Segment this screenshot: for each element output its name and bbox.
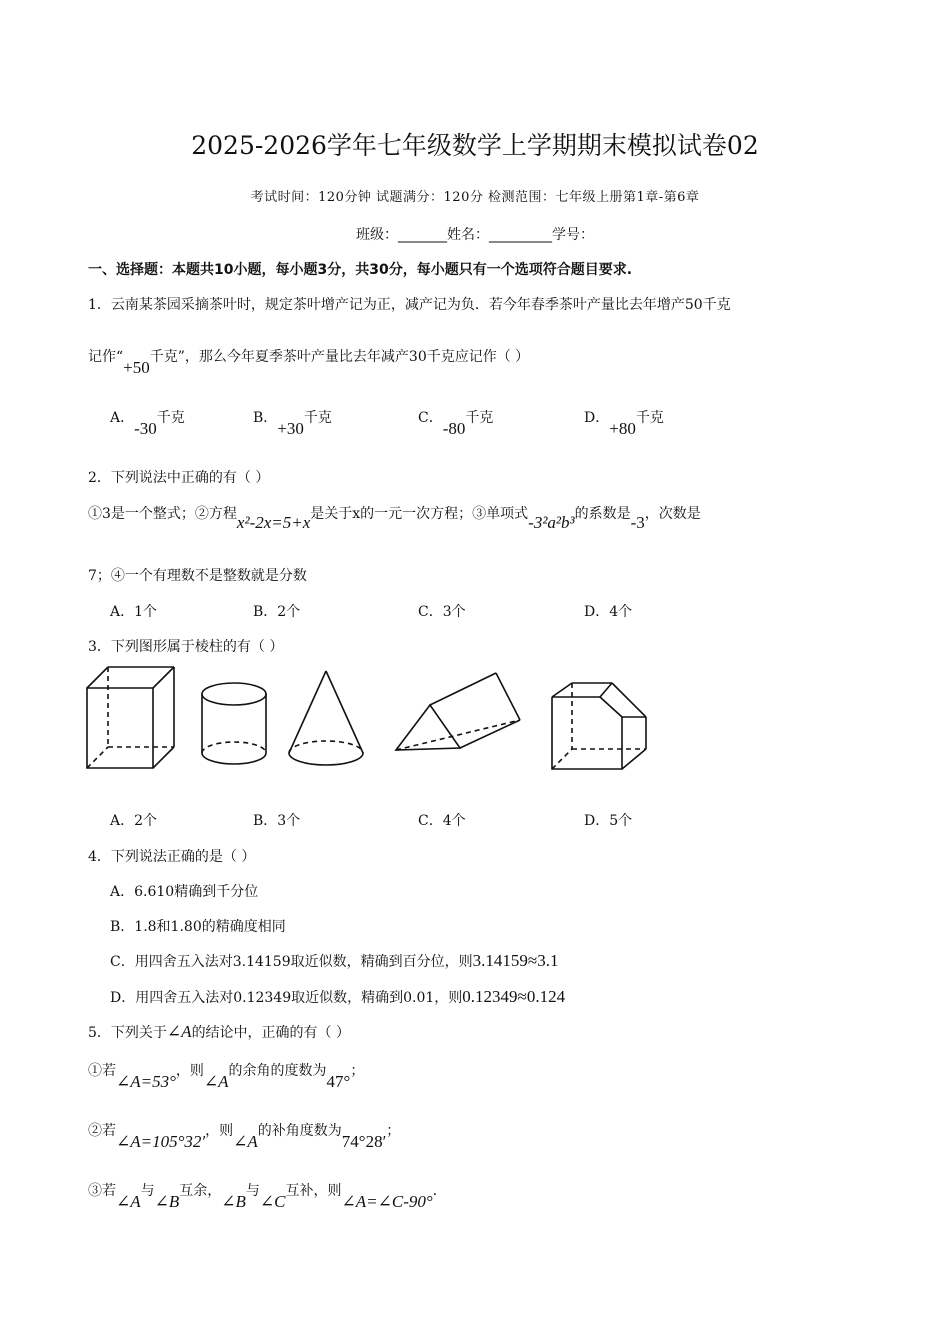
q1-stem-line2 bbox=[88, 346, 530, 377]
option-label: B． bbox=[253, 410, 278, 426]
q4-stem: 4．下列说法正确的是（ ） bbox=[88, 849, 256, 865]
q1-stem-line1: 1．云南某茶园采摘茶叶时，规定茶叶增产记为正，减产记为负．若今年春季茶叶产量比去年增产50千克 bbox=[88, 297, 731, 313]
q2-option-a[interactable]: A．1个 bbox=[110, 604, 158, 620]
q1-text: 千克”，那么今年夏季茶叶产量比去年减产30千克应记作（ ） bbox=[149, 349, 530, 365]
option-unit: 千克 bbox=[303, 410, 332, 426]
q5-text: 5．下列关于 bbox=[88, 1025, 167, 1041]
q5-text: . bbox=[432, 1183, 438, 1199]
exam-info: 考试时间：120分钟 试题满分：120分 检测范围：七年级上册第1章-第6章 bbox=[250, 190, 700, 205]
q5-text: ； bbox=[386, 1123, 401, 1139]
q5-text: 互余， bbox=[179, 1183, 222, 1199]
q3-option-c[interactable]: C．4个 bbox=[418, 813, 466, 829]
q2-stem-line3: 7；④一个有理数不是整数就是分数 bbox=[88, 568, 307, 584]
q5-text: ，则 bbox=[205, 1123, 234, 1139]
option-label: D． bbox=[584, 410, 610, 426]
q5-math: ∠A bbox=[233, 1132, 258, 1151]
q2-stem-line1: 2．下列说法中正确的有（ ） bbox=[88, 470, 270, 486]
option-text: C．用四舍五入法对3.14159取近似数，精确到百分位，则 bbox=[110, 954, 473, 970]
q1-option-c[interactable] bbox=[418, 407, 494, 438]
option-label: C． bbox=[418, 410, 443, 426]
q5-math: ∠A bbox=[203, 1072, 229, 1091]
option-math: -80 bbox=[442, 419, 466, 438]
q1-option-b[interactable] bbox=[253, 407, 332, 438]
cylinder-figure bbox=[202, 683, 266, 764]
q3-option-d[interactable]: D．5个 bbox=[584, 813, 633, 829]
truncated-cube-figure bbox=[552, 683, 646, 769]
q5-text: ③若 bbox=[88, 1183, 116, 1199]
q4-option-b[interactable]: B．1.8和1.80的精确度相同 bbox=[110, 919, 286, 935]
q5-text: ①若 bbox=[88, 1063, 116, 1079]
q5-text: ②若 bbox=[88, 1123, 116, 1139]
option-label: A． bbox=[110, 410, 135, 426]
option-math: 3.14159≈3.1 bbox=[472, 951, 559, 970]
option-math: 0.12349≈0.124 bbox=[462, 987, 566, 1006]
q4-option-a[interactable]: A．6.610精确到千分位 bbox=[110, 884, 259, 900]
q2-text: 的系数是 bbox=[574, 506, 631, 522]
q5-math: ∠A bbox=[166, 1022, 192, 1041]
q3-figures bbox=[84, 664, 654, 776]
q5-math: ∠B bbox=[221, 1192, 246, 1211]
section-heading: 一、选择题：本题共10小题，每小题3分，共30分，每小题只有一个选项符合题目要求. bbox=[88, 262, 633, 278]
q3-option-a[interactable]: A．2个 bbox=[110, 813, 158, 829]
triangular-prism-figure bbox=[396, 673, 520, 750]
q4-option-c[interactable] bbox=[110, 951, 558, 971]
page-title: 2025-2026学年七年级数学上学期期末模拟试卷02 bbox=[191, 131, 759, 160]
q5-math: ∠B bbox=[154, 1192, 180, 1211]
q5-statement-1 bbox=[88, 1060, 365, 1091]
q5-text: 的补角度数为 bbox=[257, 1123, 342, 1139]
q1-option-d[interactable] bbox=[584, 407, 664, 438]
q3-option-b[interactable]: B．3个 bbox=[253, 813, 301, 829]
q1-text: 记作“ bbox=[88, 349, 124, 365]
q5-math: 74°28′ bbox=[341, 1132, 387, 1151]
q2-equation: x²-2x=5+x bbox=[236, 513, 311, 532]
q5-text: 互补，则 bbox=[285, 1183, 342, 1199]
q2-option-b[interactable]: B．2个 bbox=[253, 604, 301, 620]
q5-math: 47° bbox=[326, 1072, 351, 1091]
option-math: +80 bbox=[609, 419, 636, 438]
cube-figure bbox=[87, 667, 174, 768]
q5-text: 的结论中，正确的有（ ） bbox=[191, 1025, 351, 1041]
option-math: -30 bbox=[134, 419, 157, 438]
student-info-line: 班级：_______姓名：_________学号： bbox=[356, 227, 594, 243]
q5-math: ∠A=53° bbox=[116, 1072, 176, 1091]
q2-monomial: -3²a²b³ bbox=[528, 513, 575, 532]
q5-math: ∠A=∠C-90° bbox=[341, 1192, 433, 1211]
q2-option-c[interactable]: C．3个 bbox=[418, 604, 466, 620]
q5-stem bbox=[88, 1022, 350, 1042]
q5-math: ∠A bbox=[116, 1192, 141, 1211]
q2-option-d[interactable]: D．4个 bbox=[584, 604, 633, 620]
q5-statement-2 bbox=[88, 1120, 401, 1151]
option-unit: 千克 bbox=[465, 410, 494, 426]
option-unit: 千克 bbox=[635, 410, 664, 426]
q5-text: ，则 bbox=[175, 1063, 204, 1079]
q4-option-d[interactable] bbox=[110, 987, 565, 1007]
q5-text: 与 bbox=[245, 1183, 260, 1199]
q2-text: ①3是一个整式；②方程 bbox=[88, 506, 237, 522]
q5-math: ∠A=105°32′ bbox=[116, 1132, 206, 1151]
q5-math: ∠C bbox=[259, 1192, 286, 1211]
option-unit: 千克 bbox=[156, 410, 185, 426]
cone-figure bbox=[289, 671, 363, 765]
q2-stem-line2 bbox=[88, 503, 701, 532]
q5-text: 与 bbox=[140, 1183, 155, 1199]
q5-text: ； bbox=[350, 1063, 365, 1079]
option-text: D．用四舍五入法对0.12349取近似数，精确到0.01，则 bbox=[110, 990, 463, 1006]
q2-text: 是关于x的一元一次方程；③单项式 bbox=[310, 506, 529, 522]
q2-text: ，次数是 bbox=[644, 506, 701, 522]
q3-stem: 3．下列图形属于棱柱的有（ ） bbox=[88, 639, 284, 655]
q2-coefficient: -3 bbox=[630, 513, 645, 532]
q5-text: 的余角的度数为 bbox=[228, 1063, 327, 1079]
option-math: +30 bbox=[277, 419, 304, 438]
q1-option-a[interactable] bbox=[110, 407, 185, 438]
q1-math: +50 bbox=[123, 358, 150, 377]
q5-statement-3 bbox=[88, 1180, 438, 1211]
